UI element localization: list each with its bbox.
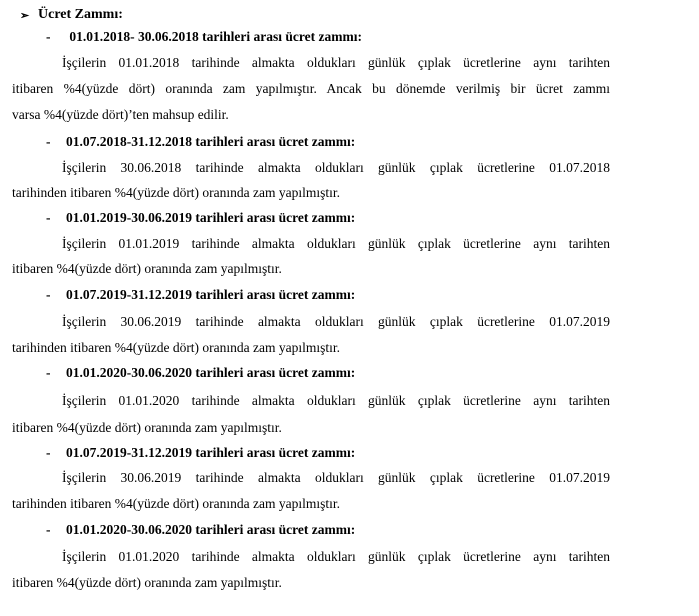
dash-bullet: - (46, 522, 51, 537)
paragraph-line: İşçilerin 01.01.2020 tarihinde almakta oldukları günlük çıplak ücretlerine aynı tarihten (62, 549, 610, 564)
paragraph-line: tarihinden itibaren %4(yüzde dört) oranında zam yapılmıştır. (12, 185, 341, 200)
dash-bullet: - (46, 29, 51, 44)
paragraph-line: İşçilerin 01.01.2020 tarihinde almakta oldukları günlük çıplak ücretlerine aynı tarihten (62, 393, 610, 408)
dash-bullet: - (46, 365, 51, 380)
dash-bullet: - (46, 210, 51, 225)
paragraph-line: İşçilerin 01.01.2018 tarihinde almakta oldukları günlük çıplak ücretlerine aynı tarihten (62, 55, 610, 70)
paragraph-line: itibaren %4(yüzde dört) oranında zam yapılmıştır. (12, 420, 282, 435)
section-title-text: 01.01.2018- 30.06.2018 tarihleri arası ücret zammı: (66, 29, 362, 44)
heading-title: Ücret Zammı: (38, 7, 123, 22)
arrow-bullet-icon: ➢ (20, 9, 30, 22)
section-title (46, 133, 355, 151)
section-title (46, 444, 355, 462)
paragraph-line: tarihinden itibaren %4(yüzde dört) oranında zam yapılmıştır. (12, 340, 341, 355)
dash-bullet: - (46, 445, 51, 460)
paragraph-line: İşçilerin 30.06.2019 tarihinde almakta oldukları günlük çıplak ücretlerine 01.07.2019 (62, 470, 610, 485)
paragraph-line: itibaren %4(yüzde dört) oranında zam yapılmıştır. (12, 575, 282, 590)
section-title-text: 01.07.2018-31.12.2018 tarihleri arası ücret zammı: (66, 134, 356, 149)
section-title-text: 01.01.2020-30.06.2020 tarihleri arası ücret zammı: (66, 365, 356, 380)
section-title-text: 01.01.2020-30.06.2020 tarihleri arası ücret zammı: (66, 522, 356, 537)
paragraph-line: İşçilerin 01.01.2019 tarihinde almakta oldukları günlük çıplak ücretlerine aynı tarihten (62, 236, 610, 251)
paragraph-line: İşçilerin 30.06.2018 tarihinde almakta oldukları günlük çıplak ücretlerine 01.07.2018 (62, 160, 610, 175)
paragraph-line: itibaren %4(yüzde dört) oranında zam yapılmıştır. (12, 261, 282, 276)
dash-bullet: - (46, 134, 51, 149)
section-title (46, 286, 355, 304)
section-title-text: 01.01.2019-30.06.2019 tarihleri arası ücret zammı: (66, 210, 356, 225)
section-title-text: 01.07.2019-31.12.2019 tarihleri arası ücret zammı: (66, 445, 356, 460)
section-heading (20, 5, 123, 25)
section-title (46, 364, 355, 382)
section-title (46, 28, 362, 46)
dash-bullet: - (46, 287, 51, 302)
paragraph-line: İşçilerin 30.06.2019 tarihinde almakta oldukları günlük çıplak ücretlerine 01.07.2019 (62, 314, 610, 329)
section-title (46, 209, 355, 227)
paragraph-line: tarihinden itibaren %4(yüzde dört) oranında zam yapılmıştır. (12, 496, 341, 511)
paragraph-line: varsa %4(yüzde dört)’ten mahsup edilir. (12, 107, 229, 122)
section-title-text: 01.07.2019-31.12.2019 tarihleri arası ücret zammı: (66, 287, 356, 302)
section-title (46, 521, 355, 539)
paragraph-line: itibaren %4(yüzde dört) oranında zam yapılmıştır. Ancak bu dönemde verilmiş bir ücret zammı (12, 81, 610, 96)
